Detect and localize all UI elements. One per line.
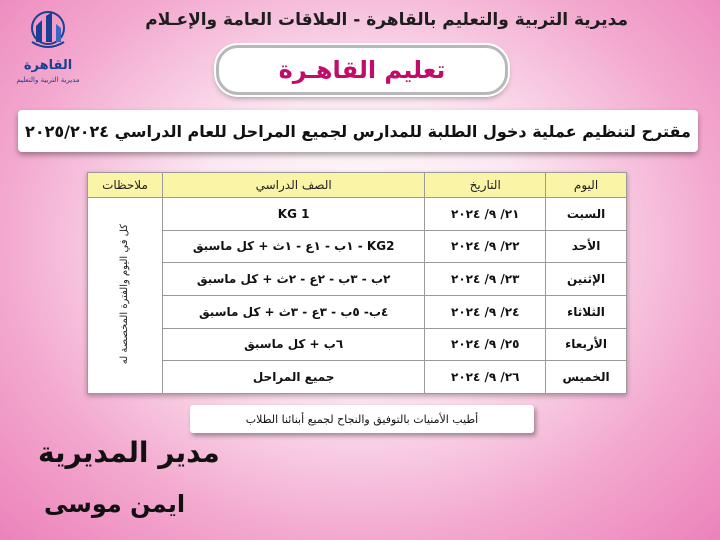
header-grade: الصف الدراسي xyxy=(162,173,424,198)
date-cell: ٢٥/ ٩/ ٢٠٢٤ xyxy=(425,328,546,361)
page-title: تعليم القاهـرة xyxy=(216,45,508,95)
header-date: التاريخ xyxy=(425,173,546,198)
date-cell: ٢١/ ٩/ ٢٠٢٤ xyxy=(425,198,546,231)
table-row xyxy=(88,263,627,296)
grade-cell: ٢ب - ٣ب - ٢ع - ٢ث + كل ماسبق xyxy=(162,263,424,296)
day-cell: الإثنين xyxy=(546,263,627,296)
schedule-table xyxy=(87,172,627,394)
date-cell: ٢٦/ ٩/ ٢٠٢٤ xyxy=(425,361,546,394)
schedule-table-container xyxy=(87,172,627,394)
table-header-row xyxy=(88,173,627,198)
director-title: مدير المديرية xyxy=(38,436,220,469)
grade-cell: ٦ب + كل ماسبق xyxy=(162,328,424,361)
directorate-logo xyxy=(12,8,84,88)
page-header: مديرية التربية والتعليم بالقاهرة - العلاقات العامة والإعـلام xyxy=(145,10,628,30)
logo-name: القاهرة xyxy=(23,58,73,73)
logo-subtitle: مديرية التربية والتعليم xyxy=(16,76,80,84)
logo-emblem-icon xyxy=(26,8,70,56)
document-subtitle: مقترح لتنظيم عملية دخول الطلبة للمدارس لجميع المراحل للعام الدراسي ٢٠٢٥/٢٠٢٤ xyxy=(18,110,698,152)
table-row xyxy=(88,328,627,361)
grade-cell: KG2 - ١ب - ١ع - ١ث + كل ماسبق xyxy=(162,230,424,263)
day-cell: الأربعاء xyxy=(546,328,627,361)
header-day: اليوم xyxy=(546,173,627,198)
day-cell: الأحد xyxy=(546,230,627,263)
day-cell: الثلاثاء xyxy=(546,295,627,328)
wishes-banner: أطيب الأمنيات بالتوفيق والنجاح لجميع أبنائنا الطلاب xyxy=(190,405,534,433)
date-cell: ٢٢/ ٩/ ٢٠٢٤ xyxy=(425,230,546,263)
grade-cell: ٤ب- ٥ب - ٣ع - ٣ث + كل ماسبق xyxy=(162,295,424,328)
table-row xyxy=(88,230,627,263)
notes-text: كل في اليوم والفترة المخصصة له xyxy=(119,223,131,365)
header-notes: ملاحظات xyxy=(88,173,163,198)
grade-cell: KG 1 xyxy=(162,198,424,231)
notes-cell xyxy=(88,198,163,394)
date-cell: ٢٣/ ٩/ ٢٠٢٤ xyxy=(425,263,546,296)
grade-cell: جميع المراحل xyxy=(162,361,424,394)
date-cell: ٢٤/ ٩/ ٢٠٢٤ xyxy=(425,295,546,328)
director-name: ايمن موسى xyxy=(44,490,186,518)
day-cell: الخميس xyxy=(546,361,627,394)
day-cell: السبت xyxy=(546,198,627,231)
table-row xyxy=(88,361,627,394)
table-row xyxy=(88,295,627,328)
table-row xyxy=(88,198,627,231)
